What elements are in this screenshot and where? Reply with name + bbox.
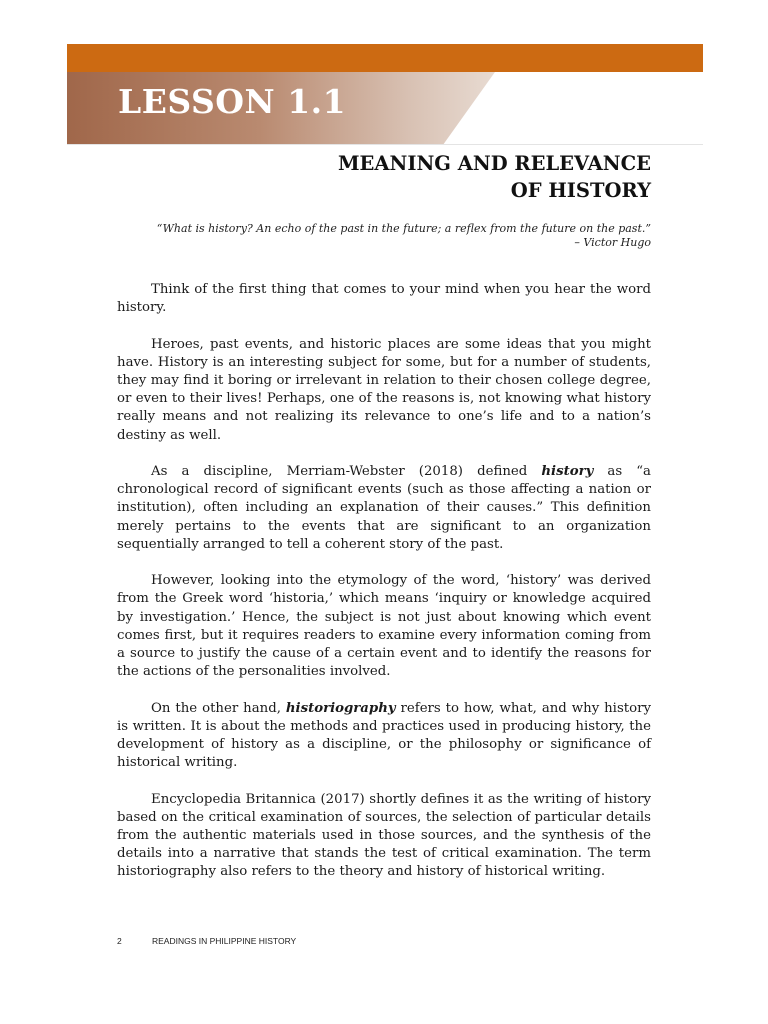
body-text <box>117 281 651 882</box>
paragraph-3-rest: as “a chronological record of significant events (such as those affecting a nation or institution), often including an explanation of their causes.” This definition merely pertains to the events that are significant to an organization sequentially arranged to tell a coherent story of the past. <box>117 464 651 552</box>
epigraph-text: “What is history? An echo of the past in the future; a reflex from the future on the past.” <box>156 222 651 235</box>
header-accent-bar <box>67 44 703 72</box>
page-title-line-2: OF HISTORY <box>510 179 651 202</box>
term-history: history <box>541 464 594 479</box>
page-title <box>131 150 651 204</box>
paragraph-5-rest: refers to how, what, and why history is written. It is about the methods and practices used in producing history, the development of history as a discipline, or the philosophy or significance of historical writing. <box>117 700 651 771</box>
paragraph-1: Think of the first thing that comes to your mind when you hear the word history. <box>117 282 651 316</box>
lesson-label: LESSON 1.1 <box>118 82 347 121</box>
running-title: READINGS IN PHILIPPINE HISTORY <box>152 936 297 946</box>
header-divider <box>67 144 703 145</box>
page-title-line-1: MEANING AND RELEVANCE <box>337 152 651 175</box>
term-historiography: historiography <box>285 700 396 716</box>
epigraph <box>91 222 651 250</box>
page-number: 2 <box>117 936 122 946</box>
epigraph-attribution: – Victor Hugo <box>574 236 651 249</box>
paragraph-5 <box>117 700 651 773</box>
paragraph-2: Heroes, past events, and historic places are some ideas that you might have. History is an interesting subject for some, but for a number of students, they may find it boring or irrelevant in relation to their chosen college degree, or even to their lives! Perhaps, one of the reasons is, not knowing what history really means and not realizing its relevance to one’s life and to a nation’s destiny as well. <box>117 336 651 443</box>
paragraph-3-lead: As a discipline, Merriam-Webster (2018) defined <box>151 464 542 479</box>
paragraph-3 <box>117 463 651 554</box>
paragraph-5-lead: On the other hand, <box>151 700 286 716</box>
paragraph-4: However, looking into the etymology of the word, ‘history’ was derived from the Greek word ‘historia,’ which means ‘inquiry or knowledge acquired by investigation.’ Hence, the subject is not just about knowing which event comes first, but it requires readers to examine every information coming from a source to justify the cause of a certain event and to identify the reasons for the actions of the personalities involved. <box>117 573 651 680</box>
page-footer <box>117 936 296 946</box>
paragraph-6: Encyclopedia Britannica (2017) shortly defines it as the writing of history based on the critical examination of sources, the selection of particular details from the authentic materials used in those sources, and the synthesis of the details into a narrative that stands the test of critical examination. The term historiography also refers to the theory and history of historical writing. <box>117 791 651 880</box>
